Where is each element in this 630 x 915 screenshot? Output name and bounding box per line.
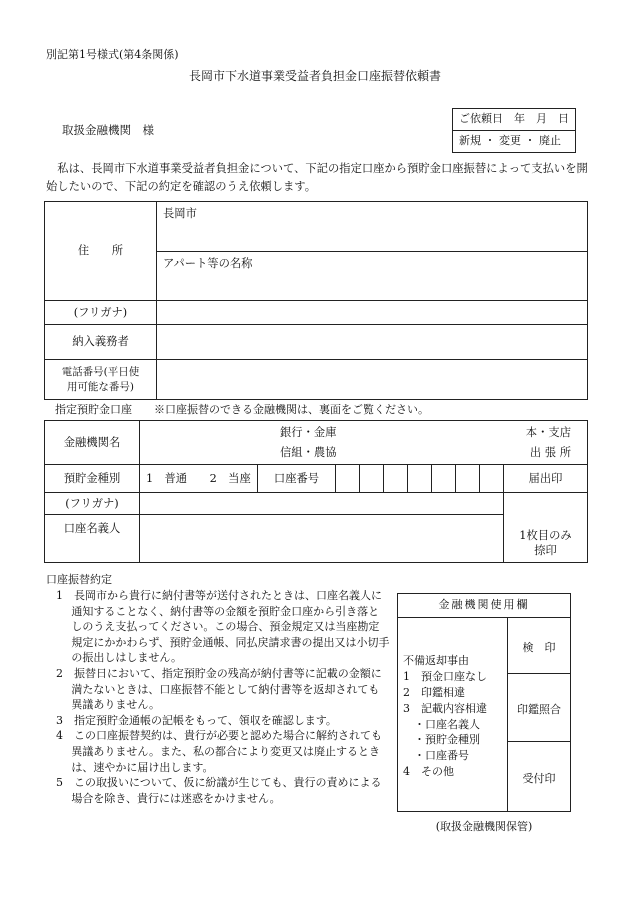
return-reason: ・口座名義人 — [403, 717, 480, 731]
deposit-type-label: 預貯金種別 — [45, 465, 140, 493]
account-number-label: 口座番号 — [258, 465, 336, 493]
account-digit-box[interactable] — [480, 465, 504, 493]
seal-note-2: 捺印 — [534, 543, 557, 557]
request-date-field[interactable]: ご依頼日 年 月 日 — [453, 109, 576, 131]
phone-label-line-1: 電話番号(平日使 — [61, 366, 140, 379]
return-reason: 4 その他 — [403, 765, 454, 779]
return-reasons — [398, 618, 508, 812]
form-reference: 別記第1号様式(第4条関係) — [46, 48, 179, 61]
bank-name-label: 金融機関名 — [45, 421, 140, 465]
bank-name-field[interactable] — [140, 421, 588, 465]
received-stamp[interactable]: 受付印 — [508, 742, 571, 812]
payer-furigana-field[interactable] — [157, 301, 588, 325]
return-reason: 3 記載内容相違 — [403, 701, 487, 715]
deposit-type-options[interactable]: 1 普通 2 当座 — [140, 465, 258, 493]
return-reason: ・預貯金種別 — [403, 733, 480, 747]
terms-list — [56, 588, 390, 807]
terms-item: 3 指定預貯金通帳の記帳をもって、領収を確認します。 — [56, 713, 337, 727]
terms-item: 5 この取扱いについて、仮に紛議が生じても、貴行の責めによる場合を除き、貴行には迷惑をかけません。 — [56, 776, 382, 805]
phone-field[interactable] — [157, 360, 588, 400]
seal-check-stamp[interactable]: 印鑑照合 — [508, 674, 571, 742]
payer-table — [44, 201, 588, 400]
phone-label-line-2: 用可能な番号) — [66, 380, 135, 393]
account-section-header — [55, 403, 429, 418]
obligor-label: 納入義務者 — [45, 325, 157, 360]
account-digit-box[interactable] — [408, 465, 432, 493]
inspection-stamp[interactable]: 検 印 — [508, 618, 571, 674]
return-reason: ・口座番号 — [403, 749, 469, 763]
terms-item: 1 長岡市から貴行に納付書等が送付されたときは、口座名義人に通知することなく、納付書等の金額を預貯金口座から引き落としのうえ支払ってください。この場合、預金規定又は当座勘定規定にかかわらず、預貯金通帳、同払戻請求書の提出又は小切手の振出しはしません。 — [56, 589, 390, 665]
bank-use-caption: (取扱金融機関保管) — [435, 820, 533, 833]
return-reason: 2 印鑑相違 — [403, 685, 465, 699]
request-info-box — [452, 108, 576, 153]
request-type-field[interactable]: 新規 ・ 変更 ・ 廃止 — [453, 131, 576, 153]
account-digit-box[interactable] — [384, 465, 408, 493]
account-note: ※口座振替のできる金融機関は、裏面をご覧ください。 — [154, 403, 429, 416]
apartment-field[interactable]: アパート等の名称 — [157, 252, 588, 301]
holder-furigana-label: (フリガナ) — [45, 493, 140, 515]
account-section-label: 指定預貯金口座 — [55, 403, 132, 416]
return-reasons-title: 不備返却事由 — [403, 653, 469, 667]
account-digit-box[interactable] — [432, 465, 456, 493]
terms-item: 2 振替日において、指定預貯金の残高が納付書等に記載の金額に満たないときは、口座振替不能として納付書等を返却されても異議ありません。 — [56, 667, 382, 712]
payer-furigana-label: (フリガナ) — [45, 301, 157, 325]
bank-types-1: 銀行・金庫 — [280, 426, 337, 439]
phone-label — [45, 360, 157, 400]
terms-item: 4 この口座振替契約は、貴行が必要と認めた場合に解約されても異議ありません。また、私の都合により変更又は廃止するときは、速やかに届け出します。 — [56, 729, 382, 774]
document-title: 長岡市下水道事業受益者負担金口座振替依頼書 — [188, 69, 441, 83]
holder-field[interactable] — [140, 515, 504, 563]
account-digit-box[interactable] — [336, 465, 360, 493]
addressee: 取扱金融機関 様 — [62, 123, 154, 137]
intro-text: 私は、長岡市下水道事業受益者負担金について、下記の指定口座から預貯金口座振替によって支払いを開始したいので、下記の約定を確認のうえ依頼します。 — [46, 162, 588, 193]
branch-types-1: 本・支店 — [525, 426, 571, 439]
account-table — [44, 420, 588, 563]
bank-use-table — [397, 593, 571, 812]
address-label: 住 所 — [45, 202, 157, 301]
seal-box[interactable] — [504, 493, 588, 563]
bank-types-2: 信組・農協 — [280, 446, 337, 459]
branch-types-2: 出 張 所 — [529, 446, 571, 459]
holder-label: 口座名義人 — [45, 515, 140, 563]
account-digit-box[interactable] — [360, 465, 384, 493]
seal-note-1: 1枚目のみ — [519, 528, 572, 542]
seal-label: 届出印 — [504, 465, 588, 493]
address-field[interactable]: 長岡市 — [157, 202, 588, 252]
bank-use-title: 金融機関使用欄 — [398, 594, 571, 618]
account-digit-box[interactable] — [456, 465, 480, 493]
return-reason: 1 預金口座なし — [403, 669, 487, 683]
obligor-field[interactable] — [157, 325, 588, 360]
holder-furigana-field[interactable] — [140, 493, 504, 515]
terms-title: 口座振替約定 — [46, 573, 112, 586]
